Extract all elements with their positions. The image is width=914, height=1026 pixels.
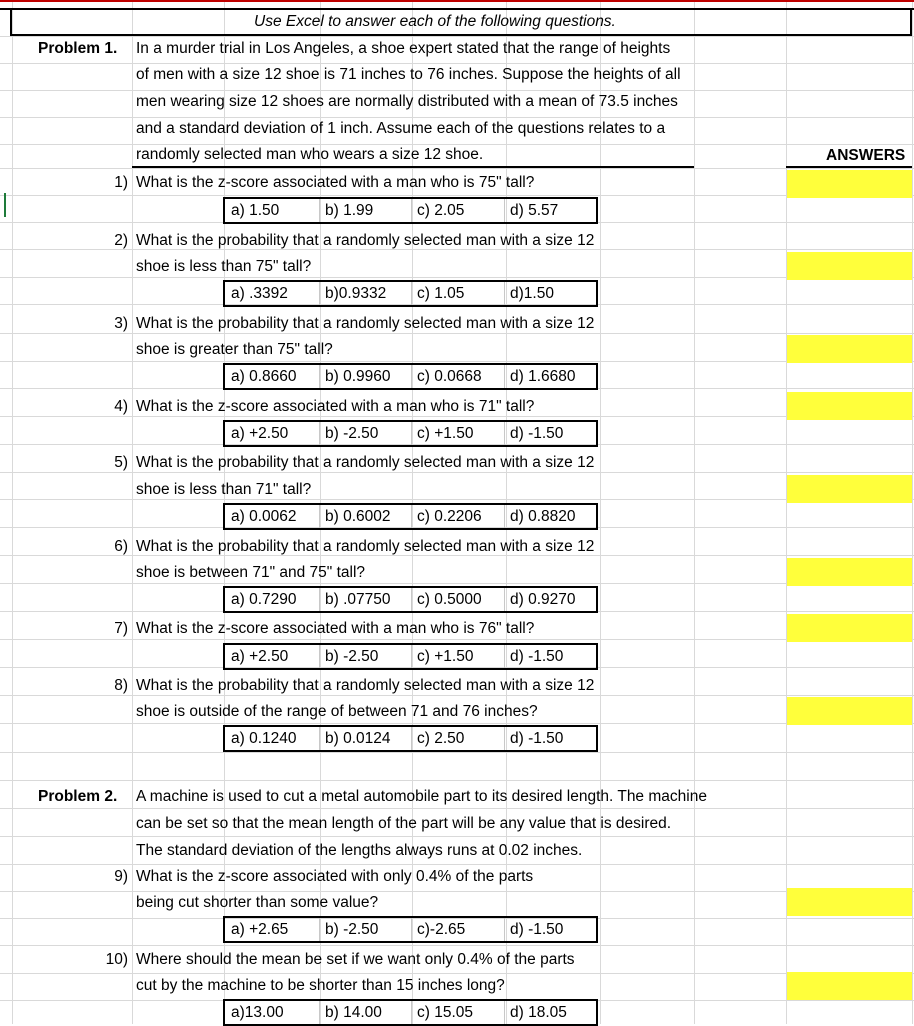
- question-text-line: What is the z-score associated with only 0.4% of the parts: [136, 868, 534, 885]
- question-number: 2): [114, 232, 128, 249]
- answer-options-box: [223, 420, 598, 447]
- answer-option-d[interactable]: d)1.50: [510, 285, 554, 302]
- option-separator: [411, 588, 412, 611]
- option-separator: [411, 422, 412, 445]
- answer-cell-10[interactable]: [787, 972, 912, 1000]
- grid-col-line: [694, 0, 695, 1024]
- answer-cell-7[interactable]: [787, 614, 912, 642]
- question-text-line: What is the probability that a randomly selected man with a size 12: [136, 677, 595, 694]
- answer-option-a[interactable]: a) +2.50: [231, 425, 289, 442]
- answer-option-b[interactable]: b) -2.50: [325, 425, 379, 442]
- option-separator: [319, 282, 320, 305]
- answer-option-a[interactable]: a) 0.1240: [231, 730, 297, 747]
- option-separator: [319, 422, 320, 445]
- grid-row-line: [0, 891, 914, 892]
- answer-option-c[interactable]: c) 0.2206: [417, 508, 482, 525]
- answer-options-box: [223, 916, 598, 943]
- answer-option-c[interactable]: c) +1.50: [417, 648, 474, 665]
- option-separator: [319, 645, 320, 668]
- grid-col-line: [912, 0, 913, 1024]
- answer-option-c[interactable]: c) 1.05: [417, 285, 465, 302]
- grid-row-line: [0, 90, 914, 91]
- answer-cell-4[interactable]: [787, 392, 912, 420]
- answer-option-b[interactable]: b) 14.00: [325, 1004, 382, 1021]
- answer-option-a[interactable]: a) 1.50: [231, 202, 280, 219]
- option-separator: [504, 282, 505, 305]
- question-text-line: shoe is less than 75" tall?: [136, 258, 312, 275]
- answer-option-a[interactable]: a) .3392: [231, 285, 288, 302]
- option-separator: [319, 365, 320, 388]
- option-separator: [504, 645, 505, 668]
- option-separator: [411, 727, 412, 750]
- answer-options-box: [223, 586, 598, 613]
- option-separator: [411, 918, 412, 941]
- question-text-line: What is the probability that a randomly selected man with a size 12: [136, 232, 595, 249]
- answer-option-c[interactable]: c) 2.05: [417, 202, 465, 219]
- question-text-line: Where should the mean be set if we want only 0.4% of the parts: [136, 951, 575, 968]
- answer-options-box: [223, 280, 598, 307]
- grid-row-line: [0, 864, 914, 865]
- answers-underline: [786, 166, 912, 168]
- problem2-text-line: A machine is used to cut a metal automobile part to its desired length. The machine: [136, 788, 707, 805]
- grid-row-line: [0, 836, 914, 837]
- question-number: 4): [114, 398, 128, 415]
- option-separator: [504, 1001, 505, 1024]
- question-text-line: What is the z-score associated with a man who is 76" tall?: [136, 620, 535, 637]
- option-separator: [504, 422, 505, 445]
- option-separator: [504, 199, 505, 222]
- page-header: Use Excel to answer each of the following questions.: [254, 13, 616, 30]
- question-text-line: being cut shorter than some value?: [136, 894, 379, 911]
- grid-row-line: [0, 63, 914, 64]
- answers-header: ANSWERS: [826, 147, 906, 164]
- answer-options-box: [223, 725, 598, 752]
- question-number: 9): [114, 868, 128, 885]
- problem1-text-line: of men with a size 12 shoe is 71 inches to 76 inches. Suppose the heights of all: [136, 66, 681, 83]
- grid-row-line: [0, 723, 914, 724]
- option-separator: [411, 505, 412, 528]
- answer-cell-2[interactable]: [787, 252, 912, 280]
- answer-options-box: [223, 503, 598, 530]
- grid-col-line: [600, 0, 601, 1024]
- option-separator: [504, 365, 505, 388]
- answer-option-d[interactable]: d) 5.57: [510, 202, 559, 219]
- answer-option-d[interactable]: d) -1.50: [510, 921, 564, 938]
- answer-option-b[interactable]: b)0.9332: [325, 285, 387, 302]
- answer-cell-6[interactable]: [787, 558, 912, 586]
- answer-option-a[interactable]: a) 0.0062: [231, 508, 297, 525]
- problem1-text-line: men wearing size 12 shoes are normally distributed with a mean of 73.5 inches: [136, 93, 678, 110]
- answer-option-b[interactable]: b) 0.9960: [325, 368, 391, 385]
- grid-row-line: [0, 973, 914, 974]
- question-number: 3): [114, 315, 128, 332]
- question-number: 8): [114, 677, 128, 694]
- question-number: 10): [105, 951, 128, 968]
- answer-option-a[interactable]: a)13.00: [231, 1004, 284, 1021]
- grid-col-line: [786, 0, 787, 1024]
- option-separator: [504, 588, 505, 611]
- answer-option-c[interactable]: c) +1.50: [417, 425, 474, 442]
- answer-option-a[interactable]: a) +2.65: [231, 921, 289, 938]
- question-text-line: What is the probability that a randomly selected man with a size 12: [136, 315, 595, 332]
- grid-row-line: [0, 808, 914, 809]
- question-text-line: shoe is outside of the range of between 71 and 76 inches?: [136, 703, 538, 720]
- problem1-text-line: In a murder trial in Los Angeles, a shoe expert stated that the range of heights: [136, 40, 671, 57]
- question-text-line: What is the z-score associated with a man who is 75" tall?: [136, 174, 535, 191]
- grid-row-line: [0, 945, 914, 946]
- answer-cell-8[interactable]: [787, 697, 912, 725]
- question-text-line: shoe is between 71" and 75" tall?: [136, 564, 366, 581]
- question-number: 5): [114, 454, 128, 471]
- answer-option-d[interactable]: d) 0.8820: [510, 508, 576, 525]
- answer-option-d[interactable]: d) 18.05: [510, 1004, 567, 1021]
- option-separator: [411, 365, 412, 388]
- grid-row-line: [0, 277, 914, 278]
- grid-row-line: [0, 780, 914, 781]
- row-selection-marker: [4, 193, 6, 217]
- question-text-line: What is the probability that a randomly selected man with a size 12: [136, 538, 595, 555]
- grid-row-line: [0, 36, 914, 37]
- answer-option-b[interactable]: b) 0.0124: [325, 730, 391, 747]
- question-text-line: What is the probability that a randomly selected man with a size 12: [136, 454, 595, 471]
- answer-options-box: [223, 999, 598, 1026]
- option-separator: [319, 727, 320, 750]
- header-left-border: [10, 8, 12, 36]
- answer-option-c[interactable]: c)-2.65: [417, 921, 466, 938]
- option-separator: [411, 282, 412, 305]
- option-separator: [411, 645, 412, 668]
- top-border-red: [0, 0, 914, 2]
- question-text-line: cut by the machine to be shorter than 15 inches long?: [136, 977, 505, 994]
- answer-options-box: [223, 197, 598, 224]
- grid-col-line: [12, 0, 13, 1024]
- option-separator: [504, 727, 505, 750]
- answer-option-a[interactable]: a) 0.8660: [231, 368, 297, 385]
- question-text-line: shoe is greater than 75" tall?: [136, 341, 333, 358]
- problem1-text-line: randomly selected man who wears a size 12 shoe.: [136, 146, 484, 163]
- grid-row-line: [0, 583, 914, 584]
- answer-cell-3[interactable]: [787, 335, 912, 363]
- answer-option-b[interactable]: b) -2.50: [325, 648, 379, 665]
- answer-option-d[interactable]: d) -1.50: [510, 425, 564, 442]
- problem2-text-line: The standard deviation of the lengths always runs at 0.02 inches.: [136, 842, 583, 859]
- answer-option-a[interactable]: a) +2.50: [231, 648, 289, 665]
- option-separator: [504, 505, 505, 528]
- answer-option-d[interactable]: d) 0.9270: [510, 591, 576, 608]
- question-text-line: What is the z-score associated with a man who is 71" tall?: [136, 398, 535, 415]
- option-separator: [504, 918, 505, 941]
- header-right-border: [910, 8, 912, 36]
- answer-option-a[interactable]: a) 0.7290: [231, 591, 297, 608]
- option-separator: [319, 1001, 320, 1024]
- question-number: 6): [114, 538, 128, 555]
- answer-option-b[interactable]: b) .07750: [325, 591, 391, 608]
- answer-cell-5[interactable]: [787, 475, 912, 503]
- answer-option-c[interactable]: c) 2.50: [417, 730, 465, 747]
- problem1-underline: [132, 166, 694, 168]
- answer-option-c[interactable]: c) 0.5000: [417, 591, 482, 608]
- grid-row-line: [0, 639, 914, 640]
- grid-col-line: [132, 0, 133, 1024]
- option-separator: [319, 588, 320, 611]
- question-number: 1): [114, 174, 128, 191]
- answer-option-c[interactable]: c) 0.0668: [417, 368, 482, 385]
- grid-row-line: [0, 752, 914, 753]
- answer-option-c[interactable]: c) 15.05: [417, 1004, 474, 1021]
- option-separator: [411, 199, 412, 222]
- answer-options-box: [223, 363, 598, 390]
- option-separator: [411, 1001, 412, 1024]
- header-top-border: [0, 8, 914, 10]
- answer-option-d[interactable]: d) -1.50: [510, 648, 564, 665]
- option-separator: [319, 918, 320, 941]
- answer-cell-9[interactable]: [787, 888, 912, 916]
- grid-row-line: [0, 117, 914, 118]
- grid-row-line: [0, 361, 914, 362]
- grid-row-line: [0, 168, 914, 169]
- grid-row-line: [0, 195, 914, 196]
- problem1-label: Problem 1.: [38, 40, 118, 57]
- answer-options-box: [223, 643, 598, 670]
- problem2-text-line: can be set so that the mean length of the part will be any value that is desired.: [136, 815, 672, 832]
- answer-option-b[interactable]: b) -2.50: [325, 921, 379, 938]
- answer-cell-1[interactable]: [787, 170, 912, 198]
- answer-option-d[interactable]: d) 1.6680: [510, 368, 576, 385]
- option-separator: [319, 505, 320, 528]
- option-separator: [319, 199, 320, 222]
- header-bottom-border: [10, 34, 912, 36]
- answer-option-d[interactable]: d) -1.50: [510, 730, 564, 747]
- question-number: 7): [114, 620, 128, 637]
- problem1-text-line: and a standard deviation of 1 inch. Assume each of the questions relates to a: [136, 120, 666, 137]
- answer-option-b[interactable]: b) 0.6002: [325, 508, 391, 525]
- question-text-line: shoe is less than 71" tall?: [136, 481, 312, 498]
- problem2-label: Problem 2.: [38, 788, 118, 805]
- answer-option-b[interactable]: b) 1.99: [325, 202, 374, 219]
